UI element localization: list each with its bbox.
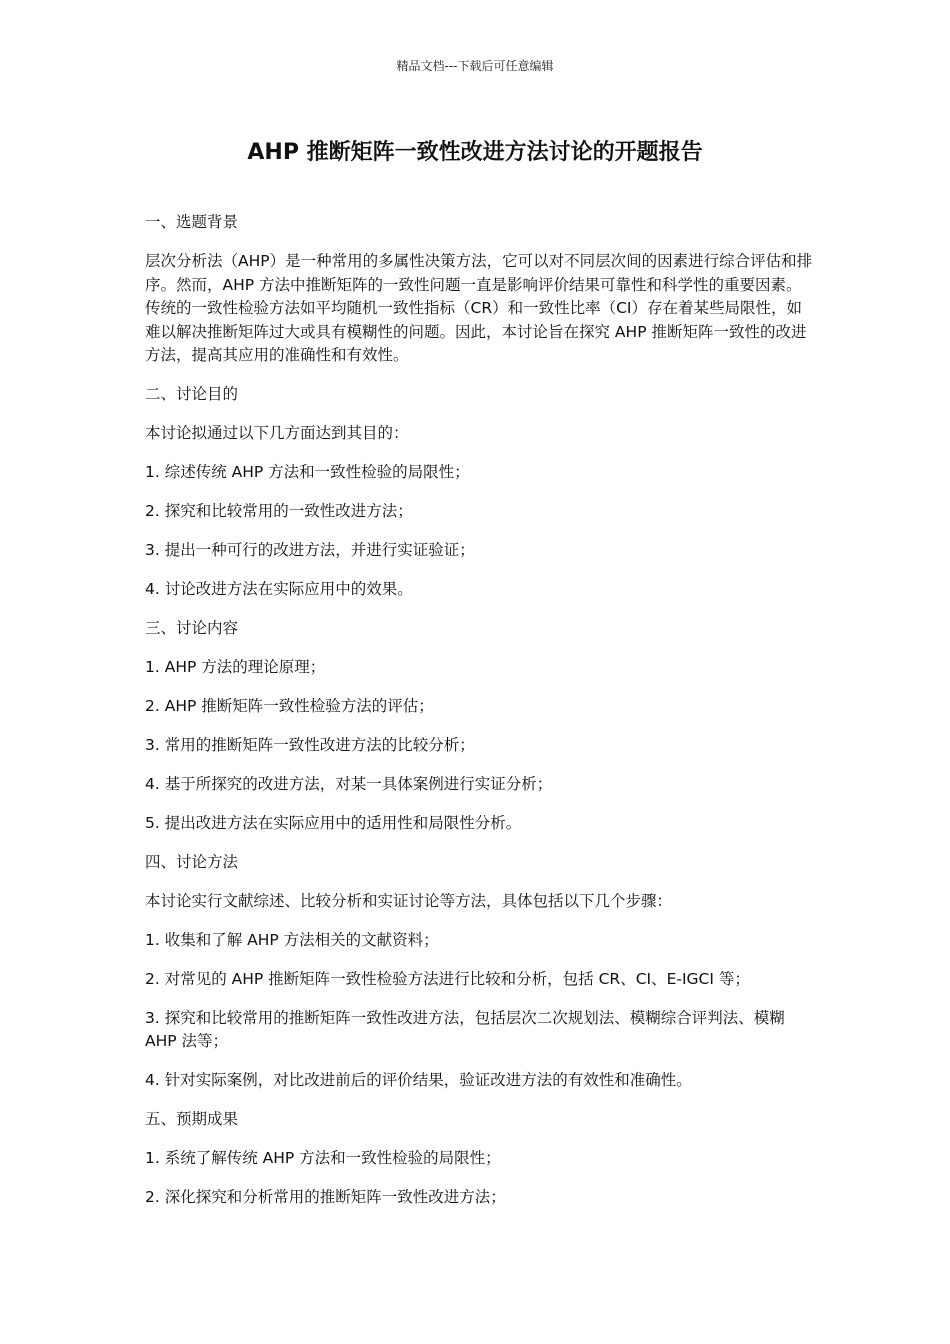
section-heading-outcomes: 五、预期成果 — [145, 1110, 239, 1128]
purpose-intro: 本讨论拟通过以下几方面达到其目的： — [145, 423, 409, 442]
purpose-item: 1. 综述传统 AHP 方法和一致性检验的局限性； — [145, 462, 470, 481]
content-item: 2. AHP 推断矩阵一致性检验方法的评估； — [145, 696, 434, 715]
method-item: 2. 对常见的 AHP 推断矩阵一致性检验方法进行比较和分析，包括 CR、CI、E-IGCI 等； — [145, 969, 750, 988]
section-heading-purpose: 二、讨论目的 — [145, 384, 239, 403]
method-item: 4. 针对实际案例，对比改进前后的评价结果，验证改进方法的有效性和准确性。 — [145, 1071, 692, 1089]
section-heading-method: 四、讨论方法 — [145, 852, 239, 871]
document-body — [145, 211, 815, 1225]
document-title: AHP 推断矩阵一致性改进方法讨论的开题报告 — [247, 140, 703, 165]
content-item: 3. 常用的推断矩阵一致性改进方法的比较分析； — [145, 735, 475, 754]
outcome-item: 1. 系统了解传统 AHP 方法和一致性检验的局限性； — [145, 1149, 501, 1167]
outcome-item: 2. 深化探究和分析常用的推断矩阵一致性改进方法； — [145, 1188, 506, 1206]
section-heading-content: 三、讨论内容 — [145, 618, 239, 637]
section-heading-background: 一、选题背景 — [145, 213, 239, 231]
content-item: 1. AHP 方法的理论原理； — [145, 657, 326, 676]
method-item: 3. 探究和比较常用的推断矩阵一致性改进方法，包括层次二次规划法、模糊综合评判法、模糊 AHP 法等； — [145, 1008, 785, 1050]
page-header: 精品文档---下载后可任意编辑 — [396, 59, 554, 73]
background-paragraph: 层次分析法（AHP）是一种常用的多属性决策方法，它可以对不同层次间的因素进行综合评估和排序。然而，AHP 方法中推断矩阵的一致性问题一直是影响评价结果可靠性和科学性的重要因素。传统的一致性检验方法如平均随机一致性指标（CR）和一致性比率（CI）存在着某些局限性，如难以解决推断矩阵过大或具有模糊性的问题。因此，本讨论旨在探究 AHP 推断矩阵一致性的改进方法，提高其应用的准确性和有效性。 — [145, 252, 813, 364]
content-item: 4. 基于所探究的改进方法，对某一具体案例进行实证分析； — [145, 774, 553, 793]
method-intro: 本讨论实行文献综述、比较分析和实证讨论等方法，具体包括以下几个步骤： — [145, 891, 673, 910]
content-item: 5. 提出改进方法在实际应用中的适用性和局限性分析。 — [145, 813, 522, 832]
purpose-item: 4. 讨论改进方法在实际应用中的效果。 — [145, 579, 413, 598]
purpose-item: 2. 探究和比较常用的一致性改进方法； — [145, 501, 413, 520]
method-item: 1. 收集和了解 AHP 方法相关的文献资料； — [145, 930, 439, 949]
purpose-item: 3. 提出一种可行的改进方法，并进行实证验证； — [145, 540, 475, 559]
